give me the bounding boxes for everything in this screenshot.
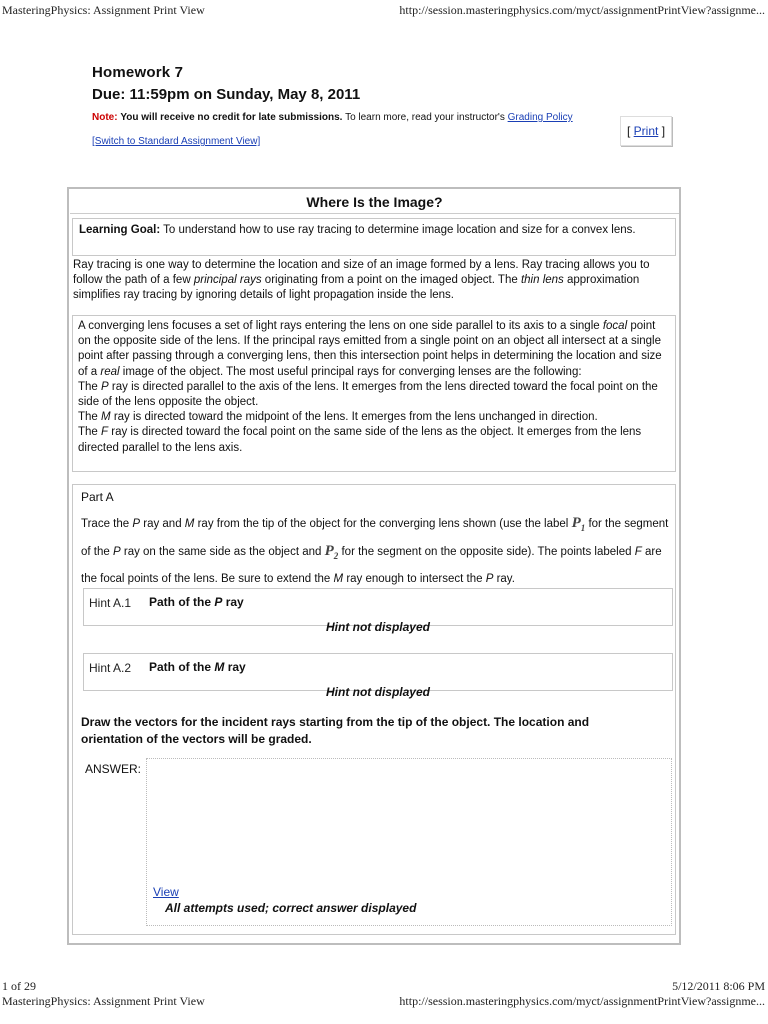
learning-goal-label: Learning Goal: xyxy=(79,224,161,236)
lens-text-1: A converging lens focuses a set of light rays entering the lens on one side parallel to its axis to a single xyxy=(78,320,600,332)
learning-goal-box xyxy=(72,218,676,256)
part-a-question xyxy=(81,512,671,591)
page-counter: 1 of 29 xyxy=(2,979,36,993)
m-ray-text: ray is directed toward the midpoint of the lens. It emerges from the lens unchanged in direction. xyxy=(113,411,598,424)
p-ray-symbol: P xyxy=(101,380,109,393)
lens-em-focal: focal xyxy=(602,320,628,332)
lens-text-3: image of the object. The most useful principal rays for converging lenses are the following: xyxy=(122,365,582,378)
late-submission-note xyxy=(92,112,573,123)
note-label: Note: xyxy=(92,112,118,123)
label-p1-letter: P xyxy=(571,515,581,531)
hint-number: Hint A.2 xyxy=(89,661,132,675)
hint-number: Hint A.1 xyxy=(89,596,132,610)
hint-status: Hint not displayed xyxy=(325,620,430,634)
label-p2 xyxy=(325,543,339,559)
label-p2-letter: P xyxy=(324,543,334,559)
print-footer-url: http://session.masteringphysics.com/myct/assignmentPrintView?assignme... xyxy=(399,994,765,1008)
intro-text-3: approximation simplifies ray tracing by ignoring details of light propagation inside the lens. xyxy=(73,274,640,302)
problem-title: Where Is the Image? xyxy=(70,191,679,214)
note-text: To learn more, read your instructor's xyxy=(345,112,505,123)
print-timestamp: 5/12/2011 8:06 PM xyxy=(672,979,765,993)
intro-em-thin-lens: thin lens xyxy=(520,274,564,287)
switch-standard-view-link[interactable]: [Switch to Standard Assignment View] xyxy=(92,136,261,147)
part-a-label: Part A xyxy=(81,490,114,504)
m-ray-pre: The xyxy=(78,411,98,424)
label-p2-sub: 2 xyxy=(333,551,339,561)
q-p-symbol-2: P xyxy=(112,546,121,558)
hint-title[interactable] xyxy=(149,660,246,674)
learning-goal-text: To understand how to use ray tracing to determine image location and size for a convex lens. xyxy=(163,224,636,236)
q-text-4: for the segment of the xyxy=(81,518,669,558)
grading-policy-link[interactable]: Grading Policy xyxy=(507,112,573,123)
q-p-symbol: P xyxy=(132,518,141,530)
intro-text-1: Ray tracing is one way to determine the location and size of an image formed by a lens. Ray tracing allows you to follow the path of a few xyxy=(73,259,650,287)
assignment-title: Homework 7 xyxy=(92,64,184,81)
m-ray-rule xyxy=(78,411,598,423)
q-text-5: ray on the same side as the object and xyxy=(123,546,322,558)
hint-status: Hint not displayed xyxy=(325,685,430,699)
hint-title-symbol: P xyxy=(214,595,223,609)
label-p1-sub: 1 xyxy=(580,523,586,533)
f-ray-pre: The xyxy=(78,426,98,439)
q-text-8: ray enough to intersect the xyxy=(346,573,483,585)
p-ray-rule xyxy=(78,381,658,408)
print-header-title: MasteringPhysics: Assignment Print View xyxy=(2,3,205,17)
print-link[interactable]: Print xyxy=(633,124,659,138)
converging-lens-box xyxy=(72,315,676,472)
note-bold-text: You will receive no credit for late submissions. xyxy=(120,112,343,123)
q-text-3: ray from the tip of the object for the converging lens shown (use the label xyxy=(197,518,569,530)
q-text-2: ray and xyxy=(143,518,182,530)
lens-text-2: point on the opposite side of the lens. If the principal rays emitted from a single point on an object all intersect at a single point after passing through a converging lens, then this intersection point helps in determining the location and size of a xyxy=(78,320,662,378)
print-button-box xyxy=(620,116,672,146)
draw-instruction: Draw the vectors for the incident rays starting from the tip of the object. The location and orientation of the vectors will be graded. xyxy=(81,715,590,746)
print-bracket-open: [ xyxy=(626,124,631,138)
q-f-symbol: F xyxy=(634,546,642,558)
answer-label: ANSWER: xyxy=(85,762,142,776)
f-ray-rule xyxy=(78,426,641,453)
lens-em-real: real xyxy=(100,365,120,378)
assignment-due-date: Due: 11:59pm on Sunday, May 8, 2011 xyxy=(92,86,361,103)
intro-paragraph xyxy=(73,258,673,304)
q-p-symbol-3: P xyxy=(485,573,494,585)
attempts-status: All attempts used; correct answer displayed xyxy=(165,901,417,915)
q-text-7: are the focal points of the lens. Be sure to extend the xyxy=(81,546,662,585)
hint-title-post: ray xyxy=(227,660,246,674)
print-bracket-close: ] xyxy=(661,124,666,138)
intro-em-principal-rays: principal rays xyxy=(193,274,262,287)
view-answer-link[interactable]: View xyxy=(153,885,179,899)
print-footer-title: MasteringPhysics: Assignment Print View xyxy=(2,994,205,1008)
hint-title[interactable] xyxy=(149,595,244,609)
hint-title-pre: Path of the xyxy=(149,595,211,609)
m-ray-symbol: M xyxy=(101,411,111,424)
f-ray-text: ray is directed toward the focal point on the same side of the lens as the object. It emerges from the lens directed parallel to the lens axis. xyxy=(78,426,642,454)
print-header-url: http://session.masteringphysics.com/myct/assignmentPrintView?assignme... xyxy=(399,3,765,17)
intro-text-2: originating from a point on the imaged object. The xyxy=(264,274,518,287)
hint-title-pre: Path of the xyxy=(149,660,211,674)
hint-title-post: ray xyxy=(225,595,244,609)
hint-title-symbol: M xyxy=(214,660,225,674)
p-ray-pre: The xyxy=(78,380,98,393)
q-text-6: for the segment on the opposite side). The points labeled xyxy=(341,546,632,558)
q-text-9: ray. xyxy=(496,573,515,585)
label-p1 xyxy=(572,515,586,531)
q-m-symbol-2: M xyxy=(333,573,344,585)
p-ray-text: ray is directed parallel to the axis of the lens. It emerges from the lens directed toward the focal point on the side of the lens opposite the object. xyxy=(78,380,658,409)
q-m-symbol: M xyxy=(184,518,195,530)
q-text-1: Trace the xyxy=(81,518,130,530)
f-ray-symbol: F xyxy=(101,426,109,439)
